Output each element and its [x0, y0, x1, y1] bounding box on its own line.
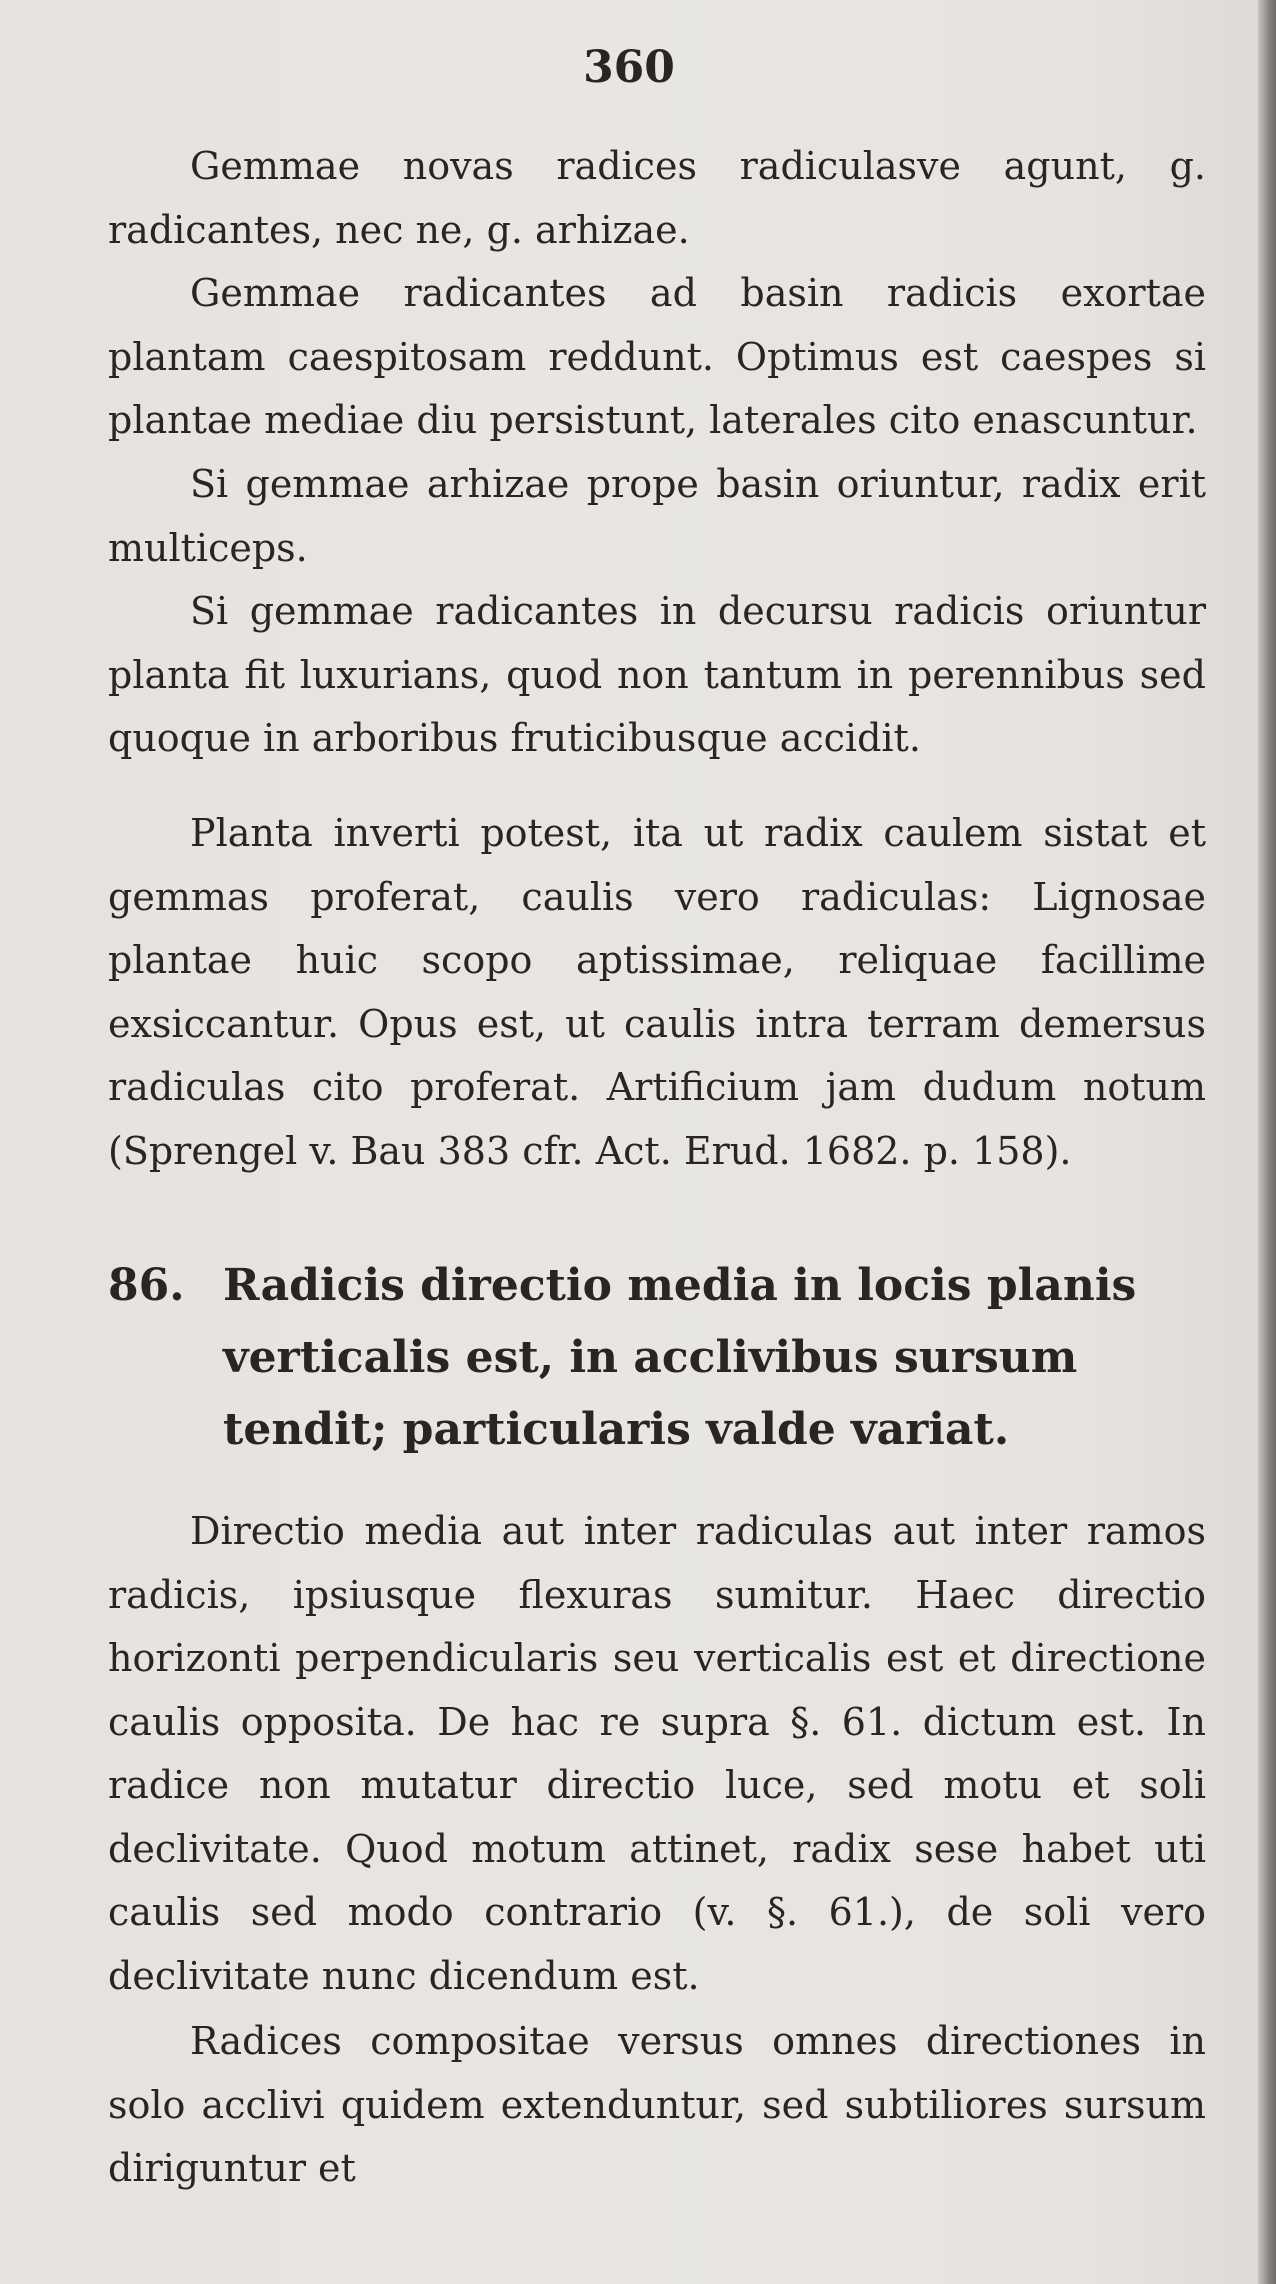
section-heading — [108, 1250, 1206, 1466]
section-number: 86. — [108, 1260, 185, 1311]
paragraph-gemmae-radices: Gemmae novas radices radiculasve agunt, g. radicantes, nec ne, g. arhizae. — [108, 144, 1206, 252]
page-number: 360 — [583, 42, 675, 93]
paragraph-planta-luxurians: Si gemmae radicantes in decursu radicis oriuntur planta fit luxurians, quod non tantum in perennibus sed quoque in arboribus fruticibusque accidit. — [108, 589, 1206, 760]
page-edge — [1258, 0, 1276, 2284]
paragraph-planta-inverti: Planta inverti potest, ita ut radix caulem sistat et gemmas proferat, caulis vero radiculas: Lignosae plantae huic scopo aptissimae, reliquae facillime exsiccantur. Opus est, ut caulis intra terram demersus radiculas cito proferat. Artificium jam dudum notum (Sprengel v. Bau 383 cfr. Act. Erud. 1682. p. 158). — [108, 811, 1206, 1173]
paragraph-directio-media: Directio media aut inter radiculas aut inter ramos radicis, ipsiusque flexuras sumitur. Haec directio horizonti perpendicularis seu verticalis est et directione caulis opposita. De hac re supra §. 61. dictum est. In radice non mutatur directio luce, sed motu et soli declivitate. Quod motum attinet, radix sese habet uti caulis sed modo contrario (v. §. 61.), de soli vero declivitate nunc dicendum est. — [108, 1509, 1206, 1998]
paragraph-radices-compositae: Radices compositae versus omnes directiones in solo acclivi quidem extenduntur, sed subtiliores sursum diriguntur et — [108, 2019, 1206, 2190]
paragraph-gemmae-radicantes: Gemmae radicantes ad basin radicis exortae plantam caespitosam reddunt. Optimus est caespes si plantae mediae diu persistunt, laterales cito enascuntur. — [108, 271, 1206, 442]
paragraph-radix-multiceps: Si gemmae arhizae prope basin oriuntur, radix erit multiceps. — [108, 462, 1206, 570]
section-title: Radicis directio media in locis planis verticalis est, in acclivibus sursum tendit; particularis valde variat. — [223, 1260, 1137, 1455]
